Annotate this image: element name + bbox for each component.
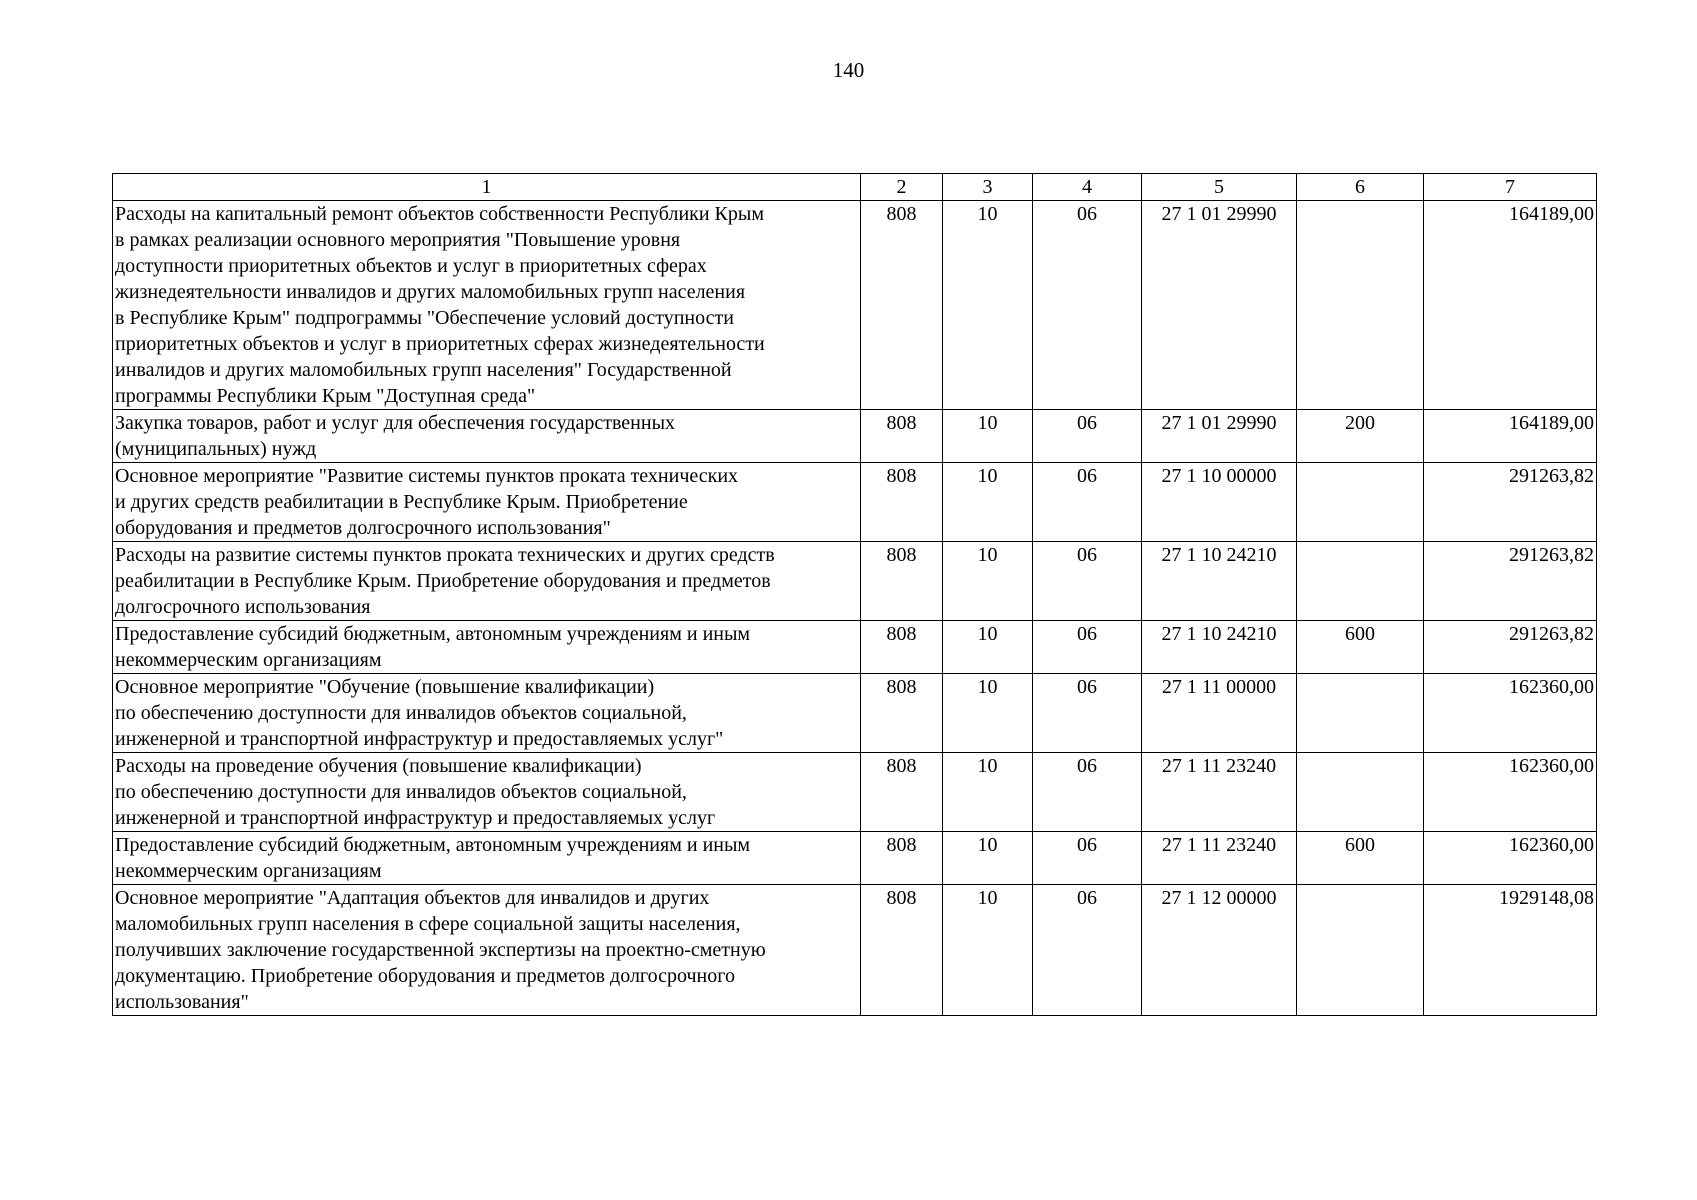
subsection-code: 06 [1033, 832, 1142, 885]
target-article-code: 27 1 01 29990 [1142, 201, 1297, 410]
column-header: 3 [943, 174, 1033, 201]
subsection-code: 06 [1033, 621, 1142, 674]
ministry-code: 808 [861, 753, 943, 832]
column-header: 1 [113, 174, 861, 201]
row-name: Предоставление субсидий бюджетным, автономным учреждениям и иным некоммерческим организациям [113, 621, 861, 674]
subsection-code: 06 [1033, 410, 1142, 463]
sum-value: 291263,82 [1424, 542, 1597, 621]
expense-type-code: 600 [1297, 621, 1424, 674]
section-code: 10 [943, 885, 1033, 1016]
section-code: 10 [943, 674, 1033, 753]
ministry-code: 808 [861, 542, 943, 621]
expense-type-code [1297, 463, 1424, 542]
expense-type-code [1297, 542, 1424, 621]
row-name: Расходы на капитальный ремонт объектов собственности Республики Крым в рамках реализации основного мероприятия "Повышение уровня доступности приоритетных объектов и услуг в приоритетных сферах жизнедеятельности инвалидов и других маломобильных групп населения в Республике Крым" подпрограммы "Обеспечение условий доступности приоритетных объектов и услуг в приоритетных сферах жизнедеятельности инвалидов и других маломобильных групп населения" Государственной программы Республики Крым "Доступная среда" [113, 201, 861, 410]
sum-value: 291263,82 [1424, 621, 1597, 674]
ministry-code: 808 [861, 621, 943, 674]
section-code: 10 [943, 463, 1033, 542]
sum-value: 164189,00 [1424, 410, 1597, 463]
column-header: 4 [1033, 174, 1142, 201]
sum-value: 291263,82 [1424, 463, 1597, 542]
ministry-code: 808 [861, 885, 943, 1016]
expense-type-code [1297, 674, 1424, 753]
target-article-code: 27 1 12 00000 [1142, 885, 1297, 1016]
ministry-code: 808 [861, 410, 943, 463]
target-article-code: 27 1 11 23240 [1142, 753, 1297, 832]
subsection-code: 06 [1033, 542, 1142, 621]
target-article-code: 27 1 10 24210 [1142, 621, 1297, 674]
row-name: Закупка товаров, работ и услуг для обеспечения государственных (муниципальных) нужд [113, 410, 861, 463]
ministry-code: 808 [861, 463, 943, 542]
expense-type-code: 200 [1297, 410, 1424, 463]
subsection-code: 06 [1033, 201, 1142, 410]
row-name: Основное мероприятие "Развитие системы пунктов проката технических и других средств реабилитации в Республике Крым. Приобретение оборудования и предметов долгосрочного использования" [113, 463, 861, 542]
budget-table [112, 173, 1597, 1016]
column-number-row [113, 174, 1597, 201]
row-name: Расходы на развитие системы пунктов проката технических и других средств реабилитации в Республике Крым. Приобретение оборудования и предметов долгосрочного использования [113, 542, 861, 621]
target-article-code: 27 1 10 00000 [1142, 463, 1297, 542]
table-row [113, 753, 1597, 832]
ministry-code: 808 [861, 201, 943, 410]
column-header: 2 [861, 174, 943, 201]
expense-type-code [1297, 885, 1424, 1016]
table-row [113, 410, 1597, 463]
target-article-code: 27 1 11 00000 [1142, 674, 1297, 753]
row-name: Основное мероприятие "Адаптация объектов для инвалидов и других маломобильных групп населения в сфере социальной защиты населения, получивших заключение государственной экспертизы на проектно-сметную документацию. Приобретение оборудования и предметов долгосрочного использования" [113, 885, 861, 1016]
column-header: 6 [1297, 174, 1424, 201]
section-code: 10 [943, 753, 1033, 832]
ministry-code: 808 [861, 832, 943, 885]
row-name: Предоставление субсидий бюджетным, автономным учреждениям и иным некоммерческим организациям [113, 832, 861, 885]
table-row [113, 674, 1597, 753]
section-code: 10 [943, 621, 1033, 674]
target-article-code: 27 1 01 29990 [1142, 410, 1297, 463]
page-number: 140 [832, 58, 865, 82]
section-code: 10 [943, 832, 1033, 885]
table-row [113, 621, 1597, 674]
expense-type-code [1297, 201, 1424, 410]
table-row [113, 463, 1597, 542]
ministry-code: 808 [861, 674, 943, 753]
expense-type-code: 600 [1297, 832, 1424, 885]
subsection-code: 06 [1033, 885, 1142, 1016]
target-article-code: 27 1 11 23240 [1142, 832, 1297, 885]
expense-type-code [1297, 753, 1424, 832]
subsection-code: 06 [1033, 753, 1142, 832]
table-row [113, 885, 1597, 1016]
subsection-code: 06 [1033, 674, 1142, 753]
row-name: Основное мероприятие "Обучение (повышение квалификации) по обеспечению доступности для инвалидов объектов социальной, инженерной и транспортной инфраструктур и предоставляемых услуг" [113, 674, 861, 753]
target-article-code: 27 1 10 24210 [1142, 542, 1297, 621]
table-row [113, 201, 1597, 410]
row-name: Расходы на проведение обучения (повышение квалификации) по обеспечению доступности для инвалидов объектов социальной, инженерной и транспортной инфраструктур и предоставляемых услуг [113, 753, 861, 832]
section-code: 10 [943, 542, 1033, 621]
table-row [113, 832, 1597, 885]
section-code: 10 [943, 410, 1033, 463]
sum-value: 1929148,08 [1424, 885, 1597, 1016]
sum-value: 162360,00 [1424, 753, 1597, 832]
table-row [113, 542, 1597, 621]
subsection-code: 06 [1033, 463, 1142, 542]
column-header: 5 [1142, 174, 1297, 201]
sum-value: 164189,00 [1424, 201, 1597, 410]
section-code: 10 [943, 201, 1033, 410]
sum-value: 162360,00 [1424, 832, 1597, 885]
column-header: 7 [1424, 174, 1597, 201]
table-body [113, 201, 1597, 1016]
sum-value: 162360,00 [1424, 674, 1597, 753]
